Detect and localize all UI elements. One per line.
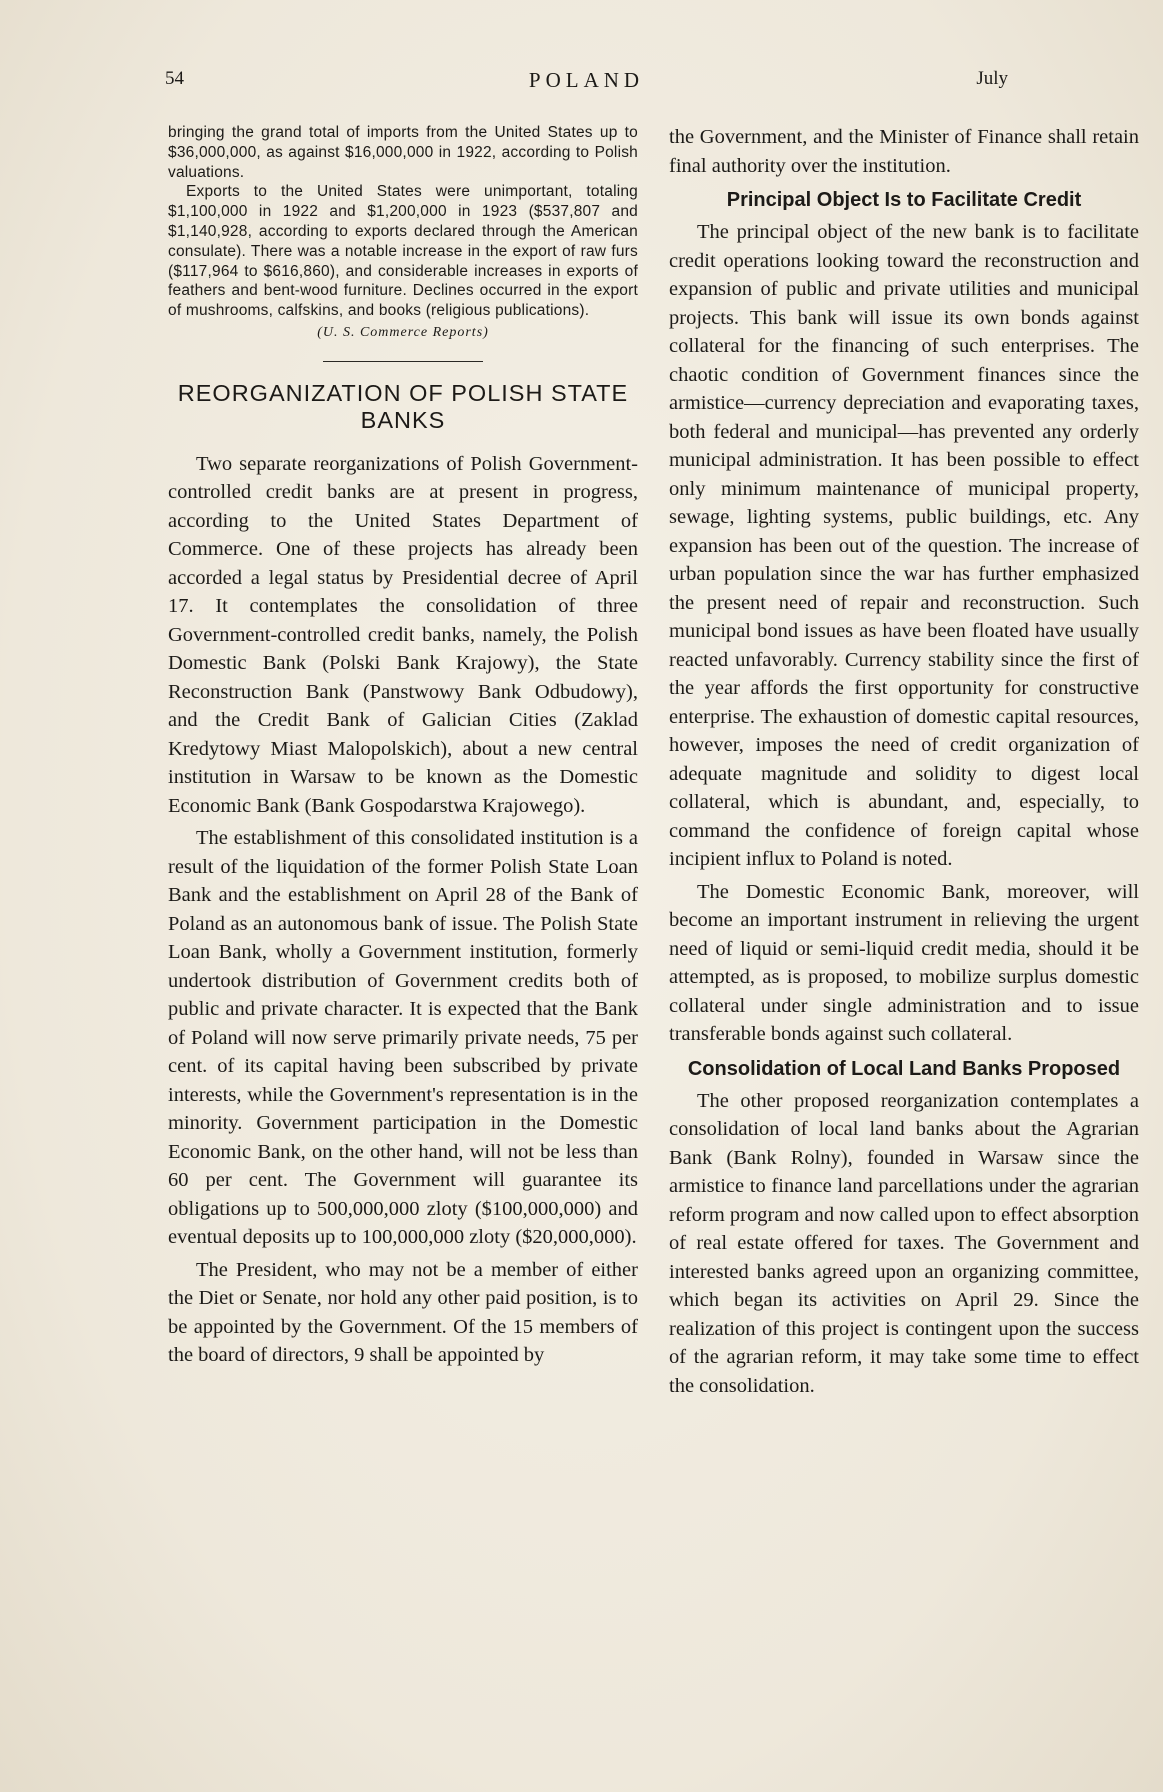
source-credit: (U. S. Commerce Reports)	[317, 324, 489, 340]
left-column	[168, 123, 638, 1374]
exports-paragraph: Exports to the United States were unimportant, totaling $1,100,000 in 1922 and $1,200,000 in 1923 ($537,807 and $1,140,928, according to exports declared through the American consulate). There was a notable increase in the export of raw furs ($117,964 to $616,860), and considerable increases in exports of feathers and bent-wood furniture. Declines occurred in the export of mushrooms, calfskins, and books (religious publications).	[168, 183, 638, 320]
paragraph: The President, who may not be a member of either the Diet or Senate, nor hold any other paid position, is to be appointed by the Government. Of the 15 members of the board of directors, 9 shall be appointed by	[168, 1258, 638, 1367]
imports-exports-article	[168, 123, 638, 321]
running-title: POLAND	[528, 68, 645, 92]
article-body-right	[669, 123, 1139, 1400]
subheading-principal-object: Principal Object Is to Facilitate Credit	[726, 189, 1082, 211]
paragraph: The principal object of the new bank is to facilitate credit operations looking toward the reconstruction and expansion of public and private utilities and municipal projects. This bank will issue its own bonds against collateral for the financing of such enterprises. The chaotic condition of Government finances since the armistice—currency depreciation and evaporating taxes, both federal and municipal—has prevented any orderly municipal administration. It has been possible to effect only minimum maintenance of municipal property, sewage, lighting systems, public buildings, etc. Any expansion has been out of the question. The increase of urban population since the war has further emphasized the present need of repair and reconstruction. Such municipal bond issues as have been floated have usually reacted unfavorably. Currency stability since the first of the year affords the first opportunity for constructive enterprise. The exhaustion of domestic capital resources, however, imposes the need of credit organization of adequate magnitude and solidity to digest local collateral, which is abundant, and, especially, to command the confidence of foreign capital whose incipient influx to Poland is noted.	[669, 221, 1139, 870]
page-number: 54	[165, 68, 184, 89]
paragraph: The other proposed reorganization contemplates a consolidation of local land banks about the Agrarian Bank (Bank Rolny), founded in Warsaw since the armistice to finance land parcellations under the agrarian reform program and now called upon to effect absorption of real estate offered for taxes. The Government and interested banks agreed upon an organizing committee, which began its activities on April 29. Since the realization of this project is contingent upon the success of the agrarian reform, it may take some time to effect the consolidation.	[669, 1089, 1139, 1397]
continuation-paragraph: the Government, and the Minister of Finance shall retain final authority over the institution.	[669, 126, 1139, 177]
paragraph: The establishment of this consolidated institution is a result of the liquidation of the former Polish State Loan Bank and the establishment on April 28 of the Bank of Poland as an autonomous bank of issue. The Polish State Loan Bank, wholly a Government institution, formerly undertook distribution of Government credits both of public and private character. It is expected that the Bank of Poland will now serve primarily private needs, 75 per cent. of its capital having been subscribed by private interests, while the Government's representation is in the minority. Government participation in the Domestic Economic Bank, on the other hand, will not be less than 60 per cent. The Government will guarantee its obligations up to 500,000,000 zloty ($100,000,000) and eventual deposits up to 100,000,000 zloty ($20,000,000).	[168, 827, 638, 1249]
subheading-land-banks: Consolidation of Local Land Banks Proposed	[687, 1057, 1121, 1080]
paragraph: The Domestic Economic Bank, moreover, will become an important instrument in relieving the urgent need of liquid or semi-liquid credit media, should it be attempted, as is proposed, to mobilize surplus domestic collateral under single administration and to issue transferable bonds against such collateral.	[669, 880, 1139, 1045]
paragraph: Two separate reorganizations of Polish Government-controlled credit banks are at present in progress, according to the United States Department of Commerce. One of these projects has already been accorded a legal status by Presidential decree of April 17. It contemplates the consolidation of three Government-controlled credit banks, namely, the Polish Domestic Bank (Polski Bank Krajowy), the State Reconstruction Bank (Panstwowy Bank Odbudowy), and the Credit Bank of Galician Cities (Zaklad Kredytowy Miast Malopolskich), about a new central institution in Warsaw to be known as the Domestic Economic Bank (Bank Gospodarstwa Krajowego).	[168, 452, 638, 817]
article-body-left	[168, 450, 638, 1370]
intro-paragraph: bringing the grand total of imports from the United States up to $36,000,000, as against $16,000,000 in 1922, according to Polish valuations.	[168, 124, 638, 181]
page-header	[165, 68, 1008, 98]
section-divider	[323, 361, 483, 362]
article-heading: REORGANIZATION OF POLISH STATE BANKS	[177, 379, 629, 433]
right-column	[669, 123, 1139, 1404]
issue-month: July	[976, 68, 1008, 89]
